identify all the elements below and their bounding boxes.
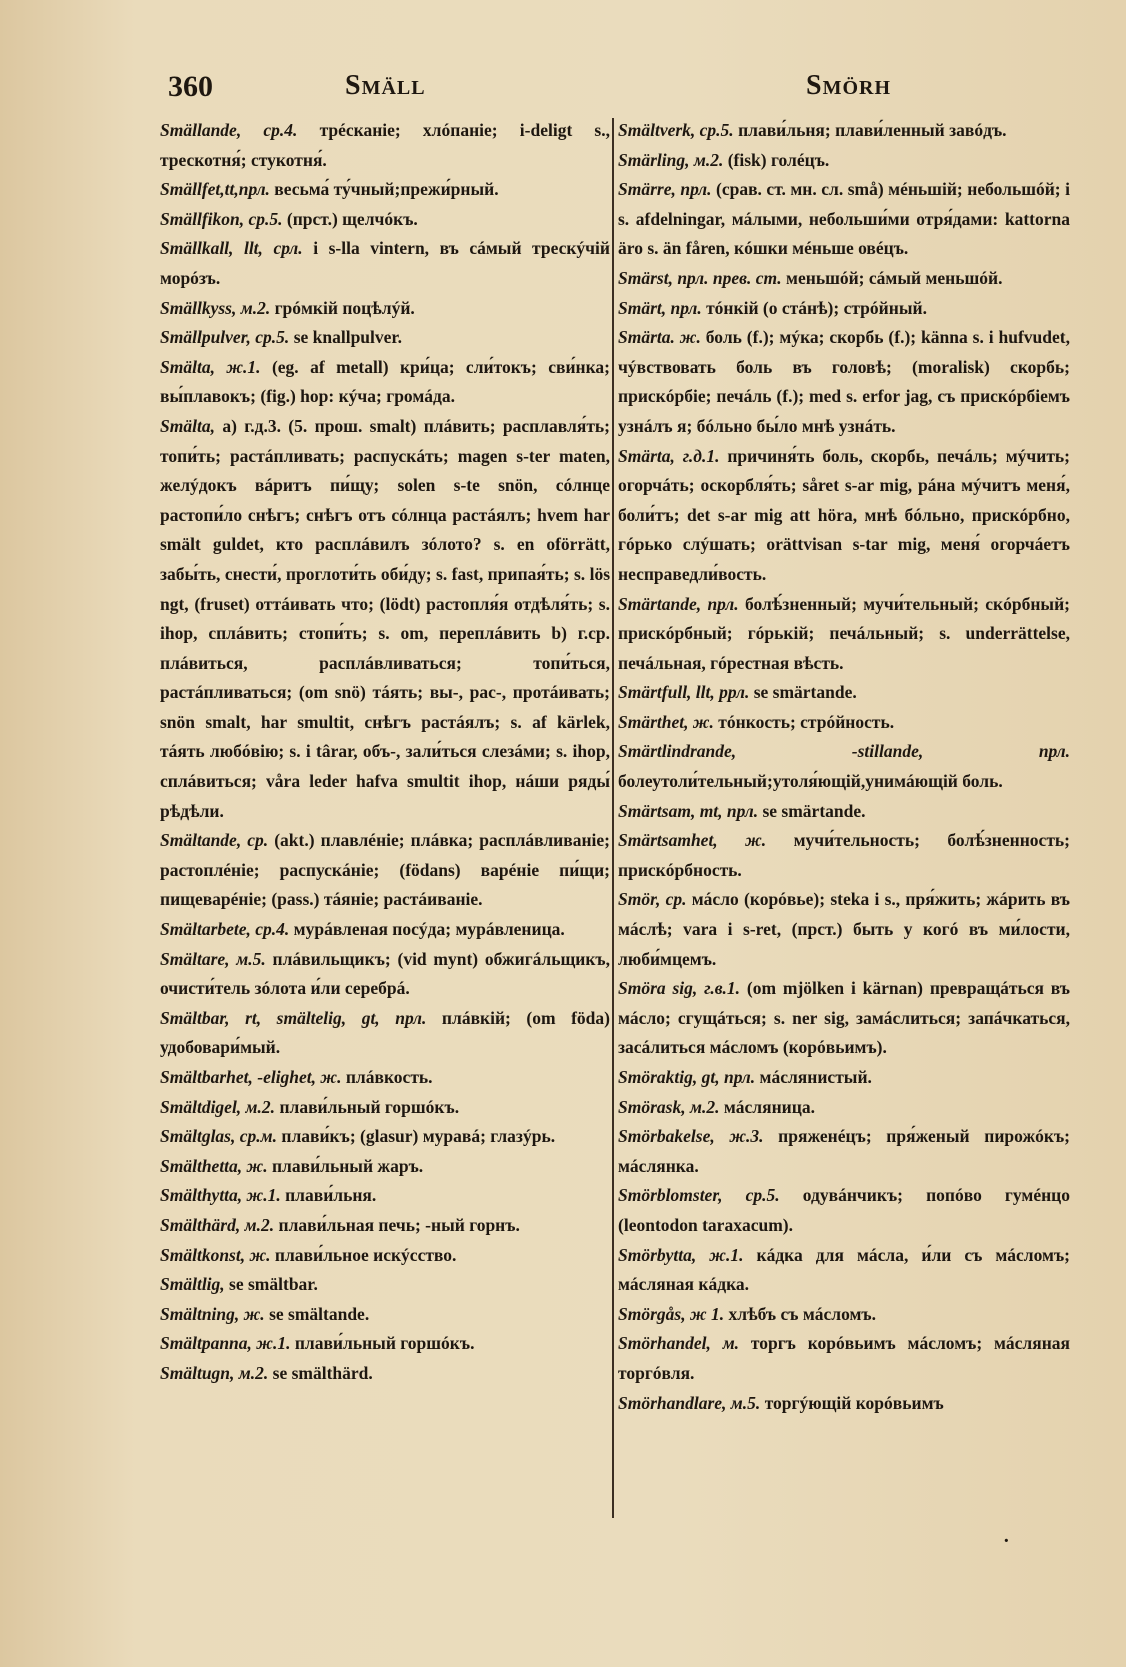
entry-headword: Smältbar, rt, smältelig, gt, прл.	[160, 1007, 427, 1028]
entry-headword: Smältbarhet, -elighet, ж.	[160, 1067, 342, 1087]
entry-definition: грóмкій поцѣлýй.	[274, 297, 415, 318]
dictionary-entry	[160, 1152, 610, 1182]
entry-headword: Smör, ср.	[618, 889, 687, 910]
entry-definition: мáсло (корóвье); steka i s., пря́жить; жáрить въ мáслѣ; vara i s-ret, (прст.) быть у когó въ ми́лости, люби́мцемъ.	[618, 889, 1070, 969]
entry-definition: хлѣбъ съ мáсломъ.	[728, 1303, 876, 1324]
entry-headword: Smärling, м.2.	[618, 149, 724, 170]
entry-definition: se smältbar.	[229, 1274, 318, 1295]
entry-definition: болеутоли́тельный;утоля́ющій,унимáющій боль.	[618, 771, 1003, 792]
entry-headword: Smärst, прл. прев. ст.	[618, 267, 782, 288]
entry-definition: se smältande.	[269, 1303, 370, 1324]
dictionary-entry	[160, 1359, 610, 1389]
entry-headword: Smältning, ж.	[160, 1303, 265, 1324]
entry-headword: Smälthytta, ж.1.	[160, 1185, 281, 1206]
page-header	[0, 62, 1126, 112]
entry-definition: трéсканіе; хлóпаніе; i-deligt s., трескотня́; стукотня́.	[160, 120, 610, 170]
entry-definition: (срав. ст. мн. сл. små) мéньшій; небольшóй; i s. afdelningar, мáлыми, небольши́ми отря́дами: kattorna äro s. än fåren, кóшки мéньше овéцъ.	[618, 179, 1070, 259]
entry-definition: плáвкость.	[345, 1067, 433, 1087]
entry-headword: Smöraktig, gt, прл.	[618, 1067, 756, 1087]
entry-headword: Smärthet, ж.	[618, 711, 714, 732]
entry-definition: (fisk) голéцъ.	[727, 149, 830, 170]
entry-definition: причиня́ть боль, скорбь, печáль; мýчить; огорчáть; оскорбля́ть; såret s-ar mig, рáна мýчитъ меня́, боли́тъ; det s-ar mig att höra, мнѣ бóльно, прискóрбно, гóрько слýшать; orättvisan s-tar mig, меня́ огорчáетъ несправедли́вость.	[618, 445, 1070, 584]
entry-definition: se smärtande.	[753, 682, 857, 703]
page-number: 360	[168, 70, 213, 103]
entry-headword: Smörask, м.2.	[618, 1096, 720, 1117]
entry-definition: плáвильщикъ; (vid mynt) обжигáльщикъ, очисти́тель зóлота и́ли серебрá.	[160, 948, 610, 999]
dictionary-entry	[160, 175, 610, 205]
entry-definition: мучи́тельность; болѣ́зненность; прискóрбность.	[618, 830, 1071, 880]
entry-headword: Smärta. ж.	[618, 327, 701, 348]
entry-definition: боль (f.); мýка; скорбь (f.); känna s. i hufvudet, чýвствовать боль въ головѣ; (moralisk) скорбь; прискóрбіе; печáль (f.); med s. erfor jag, съ прискóрбіемъ узнáлъ я; бóльно бы́ло мнѣ узнáть.	[618, 327, 1070, 436]
entry-headword: Smältpanna, ж.1.	[160, 1333, 291, 1354]
entry-definition: плави́къ; (glasur) муравá; глазýрь.	[281, 1126, 556, 1147]
entry-definition: плави́льное искýсство.	[274, 1244, 457, 1265]
entry-definition: плави́льный горшóкъ.	[294, 1333, 475, 1354]
entry-headword: Smältare, м.5.	[160, 948, 266, 969]
entry-definition: мурáвленая посýда; мурáвленица.	[293, 919, 565, 940]
entry-headword: Smälthetta, ж.	[160, 1155, 268, 1176]
entry-headword: Smärt, прл.	[618, 297, 702, 318]
entry-definition: торгъ корóвьимъ мáсломъ; мáсляная торгóвля.	[618, 1333, 1070, 1383]
column-divider	[612, 118, 614, 1518]
entry-headword: Smärtsam, mt, прл.	[618, 800, 759, 821]
entry-headword: Smörbakelse, ж.3.	[618, 1126, 764, 1147]
dictionary-entry	[618, 1300, 1070, 1330]
entry-definition: мáслянистый.	[759, 1067, 872, 1087]
dictionary-entry	[160, 1004, 610, 1063]
dictionary-entry	[160, 1300, 610, 1330]
entry-definition: одувáнчикъ; попóво гумéнцо (leontodon taraxacum).	[618, 1185, 1071, 1235]
entry-definition: (om mjölken i kärnan) превращáться въ мáсло; сгущáться; s. ner sig, замáслиться; запáчкаться, засáлиться мáсломъ (корóвьимъ).	[618, 978, 1070, 1058]
dictionary-entry	[618, 590, 1070, 679]
entry-headword: Smältkonst, ж.	[160, 1244, 271, 1265]
entry-headword: Smältarbete, ср.4.	[160, 919, 290, 940]
entry-headword: Smälta, ж.1.	[160, 356, 261, 377]
dictionary-entry	[160, 1063, 610, 1093]
entry-headword: Smörhandel, м.	[618, 1333, 740, 1354]
dictionary-entry	[160, 826, 610, 915]
entry-headword: Smällkall, llt, срл.	[160, 238, 303, 259]
dictionary-entry	[618, 1122, 1070, 1181]
entry-headword: Smälta,	[160, 415, 215, 436]
dictionary-entry	[618, 442, 1070, 590]
entry-headword: Smältlig,	[160, 1274, 225, 1295]
entry-definition: плави́льный жаръ.	[271, 1155, 424, 1176]
entry-headword: Smärtlindrande, -stillande, прл.	[618, 741, 1070, 762]
entry-definition: плави́льня.	[285, 1185, 377, 1206]
dictionary-entry	[618, 1181, 1070, 1240]
dictionary-entry	[618, 1063, 1070, 1093]
dictionary-entry	[618, 1389, 1070, 1419]
entry-headword: Smärre, прл.	[618, 179, 712, 200]
dictionary-entry	[618, 737, 1070, 796]
entry-definition: (прст.) щелчóкъ.	[286, 208, 418, 229]
dictionary-entry	[618, 294, 1070, 324]
entry-headword: Smältande, ср.	[160, 830, 269, 851]
entry-definition: плави́льный горшóкъ.	[279, 1096, 460, 1117]
dictionary-entry	[160, 116, 610, 175]
dictionary-entry	[160, 323, 610, 353]
entry-headword: Smärtsamhet, ж.	[618, 830, 767, 851]
entry-definition: se smärtande.	[762, 800, 866, 821]
entry-headword: Smällande, ср.4.	[160, 120, 298, 140]
dictionary-entry	[160, 1181, 610, 1211]
dictionary-entry	[618, 323, 1070, 441]
entry-headword: Smällfet,tt,прл.	[160, 179, 270, 200]
dictionary-entry	[618, 146, 1070, 176]
dictionary-entry	[160, 1122, 610, 1152]
entry-definition: se smälthärd.	[272, 1362, 373, 1383]
entry-definition: тóнкость; стрóйность.	[718, 711, 895, 732]
entry-definition: a) г.д.3. (5. прош. smalt) плáвить; расплавля́ть; топи́ть; растáпливать; распускáть; magen s-ter maten, желýдокъ вáритъ пи́щу; solen s-te snön, сóлнце растопи́ло снѣгъ; снѣгъ отъ сóлнца растáялъ; hvem har smält guldet, кто расплáвилъ зóлото? s. en oförrätt, забы́ть, снести́, проглоти́ть оби́ду; s. fast, припая́ть; s. lös ngt, (fruset) оттáивать что; (lödt) растопля́я отдѣля́ть; s. ihop, сплáвить; стопи́ть; s. om, переплáвить b) г.ср. плáвиться, расплáвливаться; топи́ться, растáпливаться; (om snö) тáять; вы-, рас-, протáивать; snön smalt, har smultit, снѣгъ растáялъ; s. af kärlek, тáять любóвію; s. i târar, объ-, зали́ться слезáми; s. ihop, сплáвиться; våra leder hafva smultit ihop, нáши ряды́ рѣдѣли.	[160, 415, 610, 821]
dictionary-entry	[160, 205, 610, 235]
left-column	[160, 116, 610, 1389]
entry-definition: болѣ́зненный; мучи́тельный; скóрбный; прискóрбный; гóрькій; печáльный; s. underrättelse, печáльная, гóрестная вѣсть.	[618, 593, 1070, 673]
entry-definition: торгýющій корóвьимъ	[764, 1392, 944, 1413]
dictionary-entry	[160, 1270, 610, 1300]
entry-headword: Smörgås, ж 1.	[618, 1303, 725, 1324]
entry-definition: плáвкій; (om föda) удобовари́мый.	[160, 1007, 610, 1058]
entry-definition: (akt.) плавлéніе; плáвка; расплáвливаніе; растоплéніе; распускáніе; (födans) варéніе пи́щи; пищеварéніе; (pass.) тáяніе; растáиваніе.	[160, 830, 610, 910]
dictionary-entry	[160, 1093, 610, 1123]
entry-headword: Smältugn, м.2.	[160, 1362, 269, 1383]
entry-definition: весьма́ ту́чный;прежи́рный.	[274, 179, 499, 200]
dictionary-entry	[618, 1329, 1070, 1388]
entry-definition: i s-lla vintern, въ сáмый трескýчій морóзъ.	[160, 238, 610, 288]
dictionary-entry	[618, 974, 1070, 1063]
entry-headword: Smörblomster, ср.5.	[618, 1185, 780, 1206]
entry-headword: Smältglas, ср.м.	[160, 1126, 277, 1147]
entry-headword: Smärtande, прл.	[618, 593, 739, 614]
entry-definition: тóнкій (о стáнѣ); стрóйный.	[706, 297, 927, 318]
entry-headword: Smältverk, ср.5.	[618, 120, 734, 140]
dictionary-entry	[618, 1093, 1070, 1123]
entry-definition: кáдка для мáсла, и́ли съ мáсломъ; мáсляная кáдка.	[618, 1244, 1070, 1295]
entry-definition: se knallpulver.	[293, 327, 402, 348]
dictionary-entry	[618, 264, 1070, 294]
entry-headword: Smörbytta, ж.1.	[618, 1244, 744, 1265]
entry-headword: Smärtfull, llt, ррл.	[618, 682, 750, 703]
dictionary-entry	[618, 678, 1070, 708]
dictionary-entry	[618, 175, 1070, 264]
dictionary-entry	[618, 708, 1070, 738]
entry-headword: Smälthärd, м.2.	[160, 1214, 275, 1235]
ink-mark: ·	[1003, 1530, 1010, 1552]
entry-headword: Smöra sig, г.в.1.	[618, 978, 741, 999]
dictionary-entry	[160, 412, 610, 826]
entry-headword: Smörhandlare, м.5.	[618, 1392, 761, 1413]
entry-headword: Smältdigel, м.2.	[160, 1096, 276, 1117]
dictionary-entry	[618, 885, 1070, 974]
guide-word-right: Smörh	[806, 70, 892, 101]
dictionary-entry	[160, 234, 610, 293]
entry-definition: мáсляница.	[723, 1096, 815, 1117]
guide-word-left: Smäll	[345, 70, 426, 101]
dictionary-entry	[160, 915, 610, 945]
entry-definition: плави́льная печь; -ный горнъ.	[278, 1214, 520, 1235]
entry-definition: плави́льня; плави́ленный завóдъ.	[738, 120, 1007, 140]
right-column	[618, 116, 1070, 1418]
dictionary-entry	[618, 826, 1070, 885]
entry-definition: (eg. af metall) кри́ца; сли́токъ; сви́нка; вы́плавокъ; (fig.) hop: кýча; громáда.	[160, 356, 611, 407]
entry-headword: Smällkyss, м.2.	[160, 297, 271, 318]
dictionary-entry	[160, 945, 610, 1004]
dictionary-entry	[618, 116, 1070, 146]
dictionary-entry	[160, 1211, 610, 1241]
dictionary-entry	[160, 1241, 610, 1271]
dictionary-entry	[160, 353, 610, 412]
entry-headword: Smärta, г.д.1.	[618, 445, 720, 466]
dictionary-entry	[618, 1241, 1070, 1300]
entry-definition: пряженéцъ; пря́женый пирожóкъ; мáслянка.	[618, 1126, 1071, 1176]
entry-headword: Smällpulver, ср.5.	[160, 327, 290, 348]
dictionary-entry	[160, 1329, 610, 1359]
dictionary-entry	[160, 294, 610, 324]
dictionary-entry	[618, 797, 1070, 827]
entry-headword: Smällfikon, ср.5.	[160, 208, 283, 229]
entry-definition: меньшóй; сáмый меньшóй.	[786, 267, 1003, 288]
